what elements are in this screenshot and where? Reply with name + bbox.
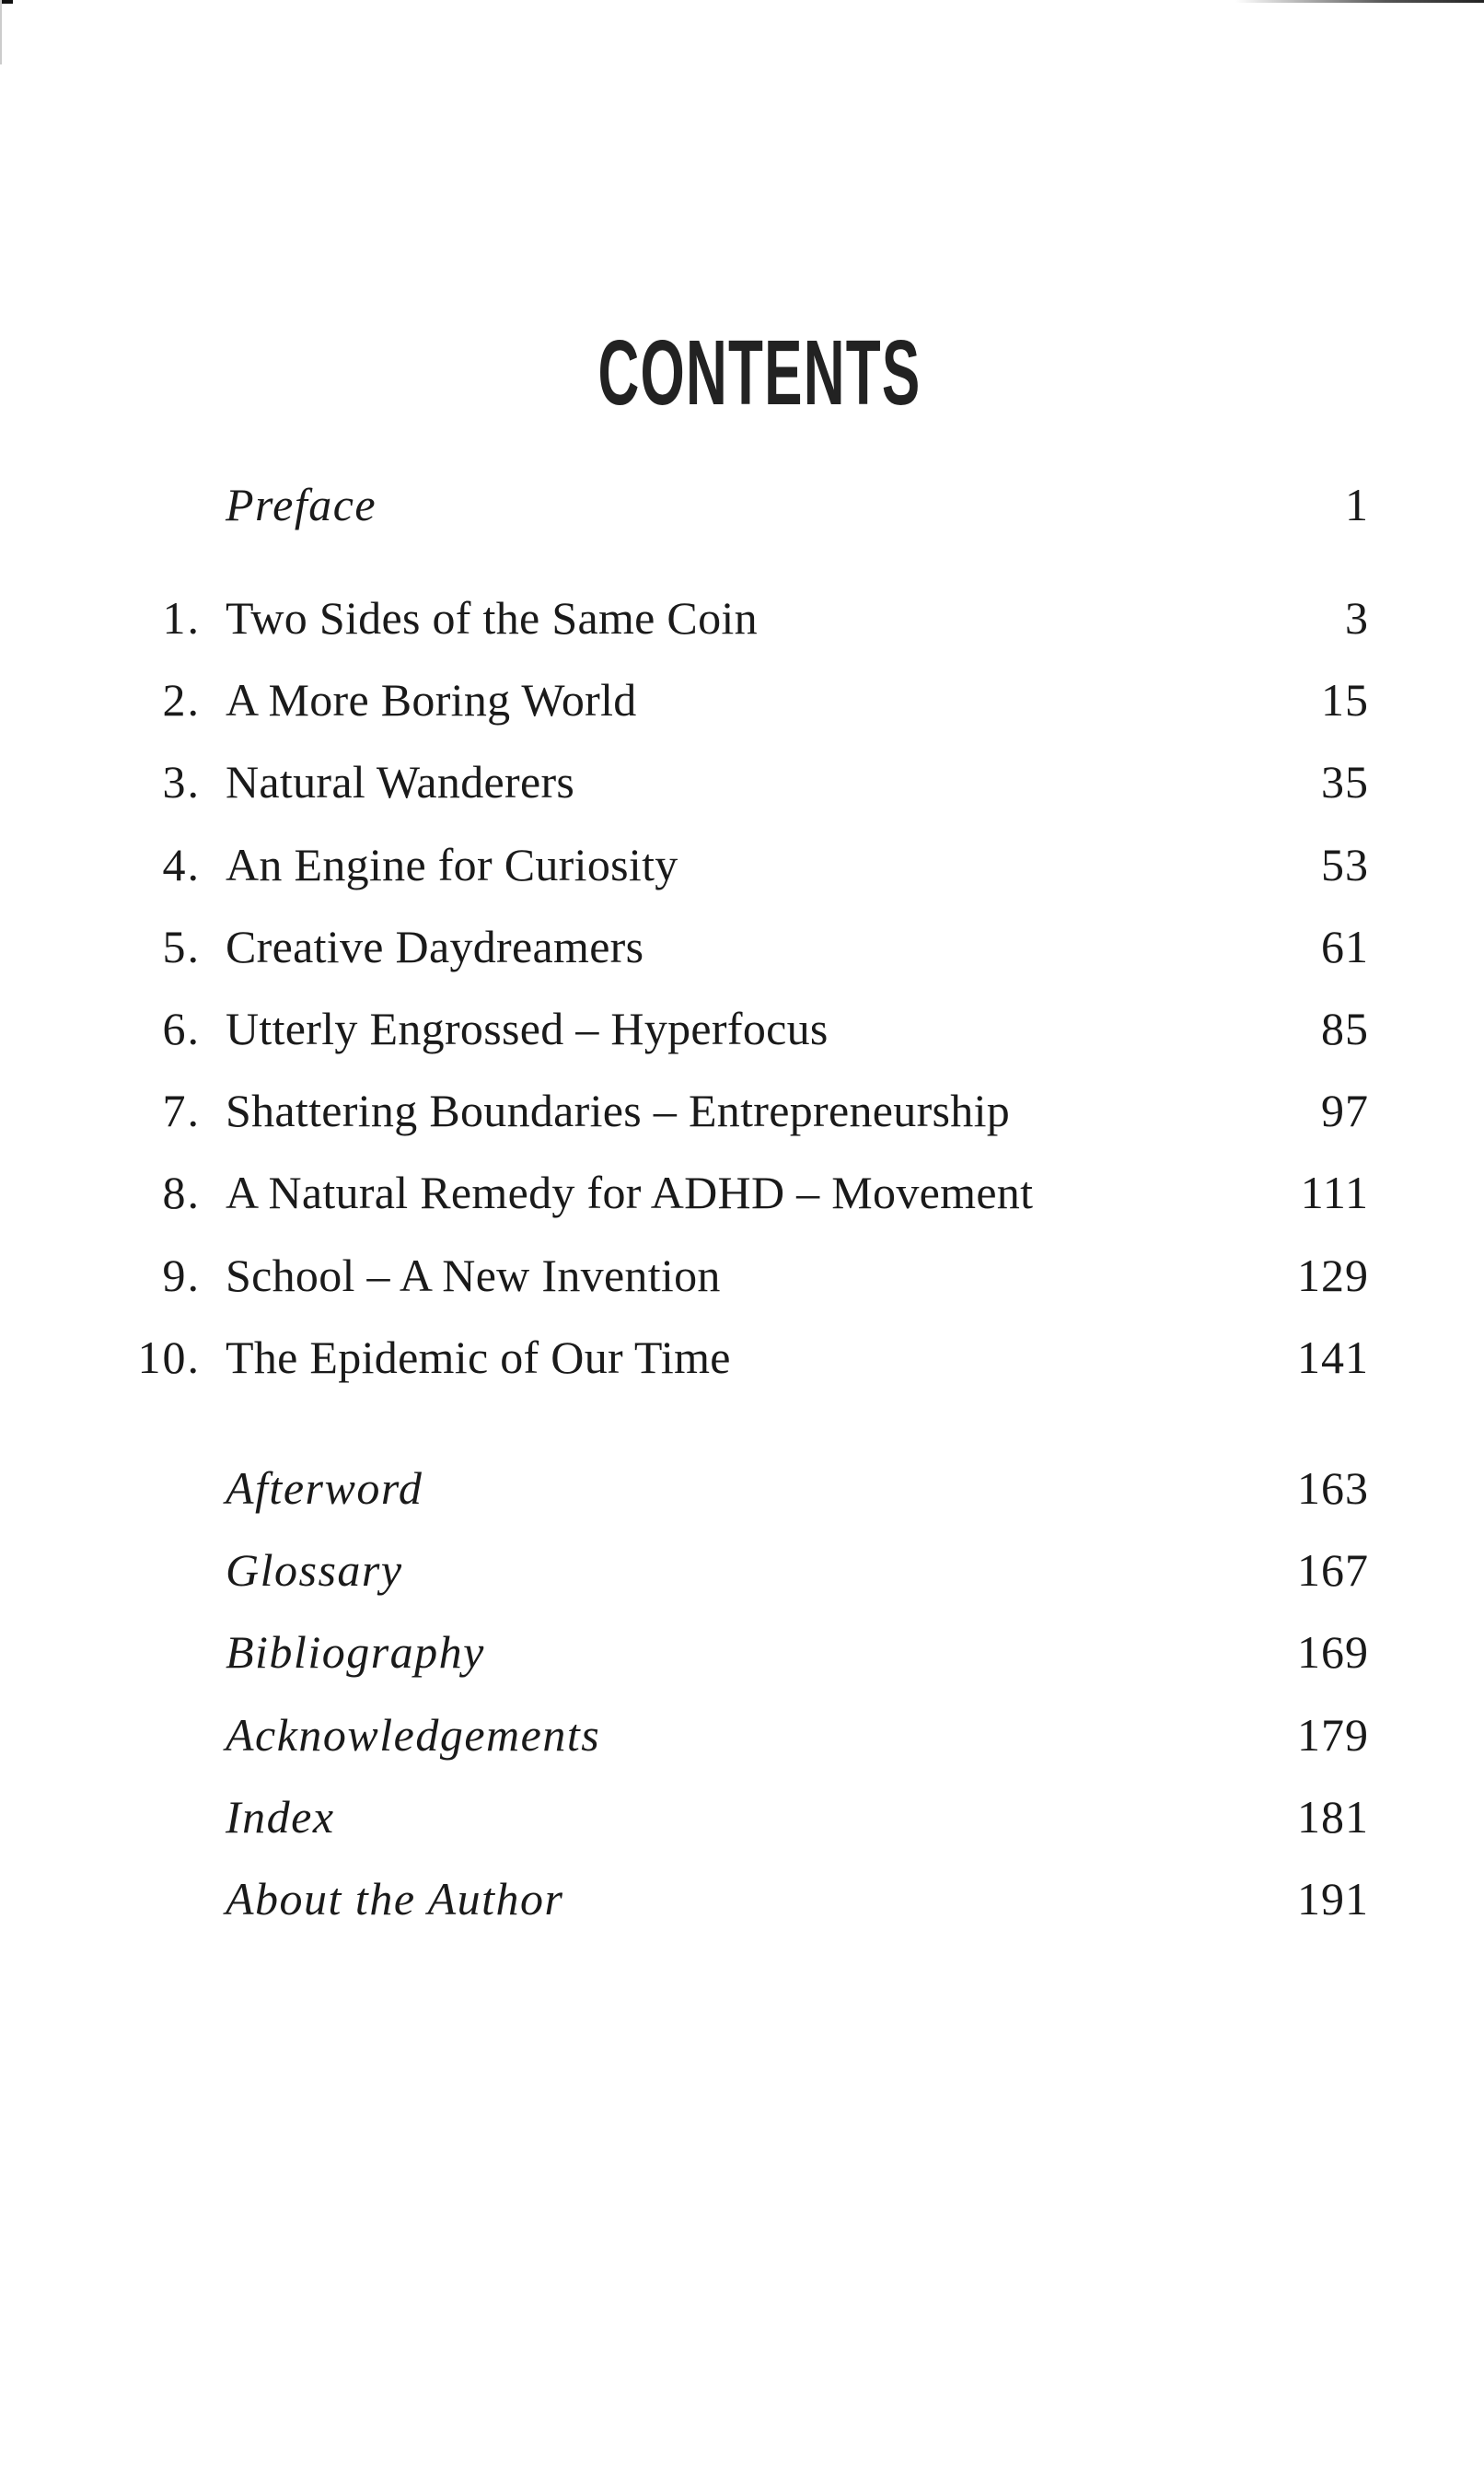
page-number: 35 xyxy=(1321,756,1369,808)
page-number: 129 xyxy=(1297,1249,1369,1301)
entry-title: Natural Wanderers xyxy=(226,756,575,808)
page-number: 179 xyxy=(1297,1708,1369,1761)
page-number: 61 xyxy=(1321,920,1369,972)
toc-entry[interactable] xyxy=(0,1858,1484,1940)
page-number: 163 xyxy=(1297,1462,1369,1514)
page-number: 169 xyxy=(1297,1626,1369,1679)
page-number: 111 xyxy=(1300,1167,1369,1219)
toc-entry[interactable] xyxy=(0,824,1484,906)
toc-entry[interactable] xyxy=(0,659,1484,741)
entry-title: Shattering Boundaries – Entrepreneurship xyxy=(226,1085,1011,1137)
page-number: 181 xyxy=(1297,1790,1369,1843)
toc-entry[interactable] xyxy=(0,577,1484,659)
page-number: 15 xyxy=(1321,674,1369,727)
toc-entry[interactable] xyxy=(0,1776,1484,1858)
entry-title: Creative Daydreamers xyxy=(226,920,644,972)
chapter-number: 4. xyxy=(162,838,201,890)
page-number: 1 xyxy=(1345,479,1369,530)
scan-edge-mark xyxy=(0,0,13,4)
entry-title: About the Author xyxy=(226,1873,564,1925)
page-number: 141 xyxy=(1297,1331,1369,1383)
chapter-number: 1. xyxy=(162,592,201,644)
entry-title: The Epidemic of Our Time xyxy=(226,1331,731,1383)
toc-entry[interactable] xyxy=(0,1694,1484,1776)
chapter-number: 3. xyxy=(162,756,201,808)
toc-entry[interactable] xyxy=(0,906,1484,988)
page-number: 3 xyxy=(1345,592,1369,644)
page-number: 191 xyxy=(1297,1873,1369,1925)
page-number: 85 xyxy=(1321,1003,1369,1054)
toc-entry[interactable] xyxy=(0,1152,1484,1234)
chapter-number: 7. xyxy=(162,1085,201,1137)
toc-entry[interactable] xyxy=(0,988,1484,1070)
page-number: 167 xyxy=(1297,1544,1369,1597)
entry-title: A More Boring World xyxy=(226,674,637,727)
entry-title: Bibliography xyxy=(226,1626,485,1679)
chapter-number: 6. xyxy=(162,1003,201,1054)
toc-entry[interactable] xyxy=(0,741,1484,823)
toc-entry[interactable] xyxy=(0,1070,1484,1152)
chapter-number: 9. xyxy=(162,1249,201,1301)
chapter-number: 8. xyxy=(162,1167,201,1219)
page-number: 53 xyxy=(1321,838,1369,890)
entry-title: School – A New Invention xyxy=(226,1249,721,1301)
page-number: 97 xyxy=(1321,1085,1369,1137)
entry-title: A Natural Remedy for ADHD – Movement xyxy=(226,1167,1034,1219)
page-title: CONTENTS xyxy=(597,321,922,424)
toc-entry[interactable] xyxy=(0,1448,1484,1529)
toc-entry[interactable] xyxy=(0,1529,1484,1611)
chapter-number: 2. xyxy=(162,674,201,727)
toc-entry[interactable] xyxy=(0,1611,1484,1693)
entry-title: Utterly Engrossed – Hyperfocus xyxy=(226,1003,829,1054)
toc-entry[interactable] xyxy=(0,1235,1484,1317)
entry-title: Two Sides of the Same Coin xyxy=(226,592,758,644)
entry-title: Afterword xyxy=(226,1462,423,1514)
chapter-number: 5. xyxy=(162,920,201,972)
chapter-number: 10. xyxy=(137,1331,201,1383)
scan-edge-mark xyxy=(0,0,2,64)
entry-title: Acknowledgements xyxy=(226,1708,601,1761)
entry-title: Index xyxy=(226,1790,335,1843)
toc-entry[interactable] xyxy=(0,464,1484,546)
entry-title: Glossary xyxy=(226,1544,403,1597)
scan-edge-mark xyxy=(1235,0,1484,3)
entry-title: Preface xyxy=(226,479,377,530)
toc-entry[interactable] xyxy=(0,1317,1484,1399)
entry-title: An Engine for Curiosity xyxy=(226,838,678,890)
